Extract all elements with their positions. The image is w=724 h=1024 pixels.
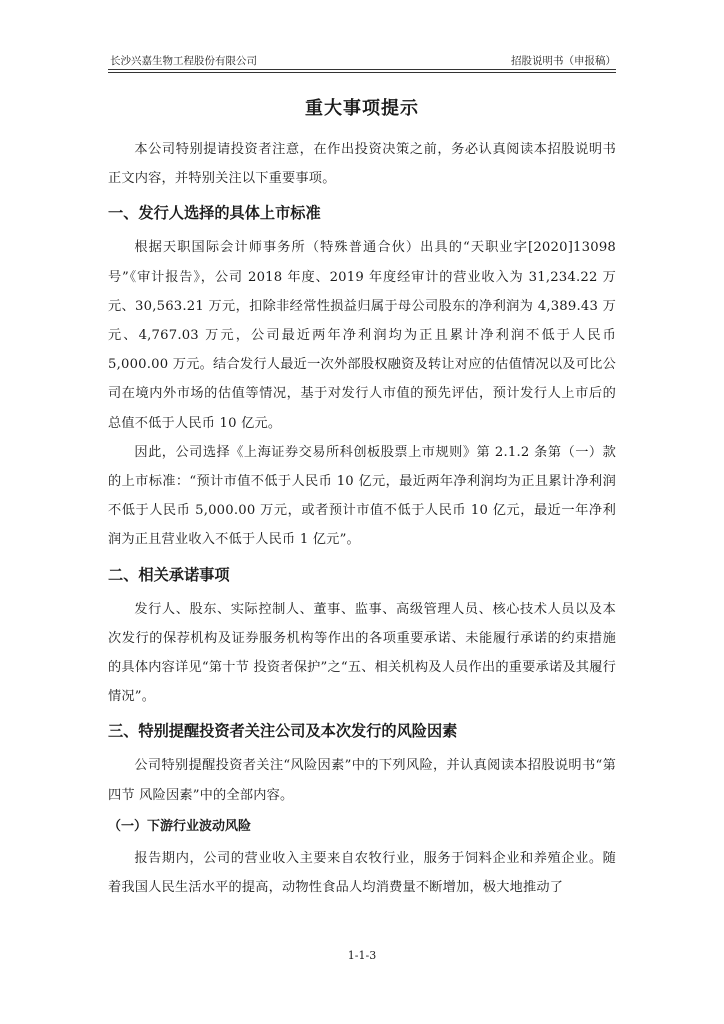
listing-standard-paragraph-2: 因此，公司选择《上海证券交易所科创板股票上市规则》第 2.1.2 条第（一）款的上市标准：“预计市值不低于人民币 10 亿元，最近两年净利润均为正且累计净利润不低于人民币 5,000.00 万元，或者预计市值不低于人民币 10 亿元，最近一年净利润为正且营业收入不低于人民币 1 亿元”。 [108, 444, 616, 548]
page-header [108, 53, 616, 69]
document-body [108, 94, 616, 902]
commitments-paragraph: 发行人、股东、实际控制人、董事、监事、高级管理人员、核心技术人员以及本次发行的保荐机构及证券服务机构等作出的各项重要承诺、未能履行承诺的约束措施的具体内容详见“第十节 投资者保护”之“五、相关机构及人员作出的重要承诺及其履行情况”。 [108, 601, 616, 705]
intro-paragraph: 本公司特别提请投资者注意，在作出投资决策之前，务必认真阅读本招股说明书正文内容，并特别关注以下重要事项。 [108, 142, 616, 187]
header-rule [108, 69, 616, 73]
section-heading-commitments: 二、相关承诺事项 [108, 565, 230, 584]
section-heading-risk-factors: 三、特别提醒投资者关注公司及本次发行的风险因素 [108, 722, 458, 741]
downstream-risk-paragraph: 报告期内，公司的营业收入主要来自农牧行业，服务于饲料企业和养殖企业。随着我国人民生活水平的提高，动物性食品人均消费量不断增加，极大地推动了 [108, 850, 616, 896]
risk-factors-paragraph: 公司特别提醒投资者关注“风险因素”中的下列风险，并认真阅读本招股说明书“第四节 风险因素”中的全部内容。 [108, 758, 616, 803]
header-doc-type: 招股说明书（申报稿） [511, 55, 616, 67]
listing-standard-paragraph-1: 根据天职国际会计师事务所（特殊普通合伙）出具的“天职业字[2020]13098号”《审计报告》，公司 2018 年度、2019 年度经审计的营业收入为 31,234.22 万元、30,563.21 万元，扣除非经常性损益归属于母公司股东的净利润为 4,389.43 万元、4,767.03 万元，公司最近两年净利润均为正且累计净利润不低于人民币 5,000.00 万元。结合发行人最近一次外部股权融资及转让对应的估值情况以及可比公司在境内外市场的估值等情况，基于对发行人市值的预先评估，预计发行人上市后的总值不低于人民币 10 亿元。 [108, 240, 616, 431]
page-title: 重大事项提示 [305, 98, 419, 119]
page-number: 1-1-3 [347, 949, 377, 962]
section-heading-listing-standard: 一、发行人选择的具体上市标准 [108, 204, 321, 223]
header-company: 长沙兴嘉生物工程股份有限公司 [110, 55, 257, 67]
subsection-heading-downstream-risk: （一）下游行业波动风险 [108, 818, 252, 834]
